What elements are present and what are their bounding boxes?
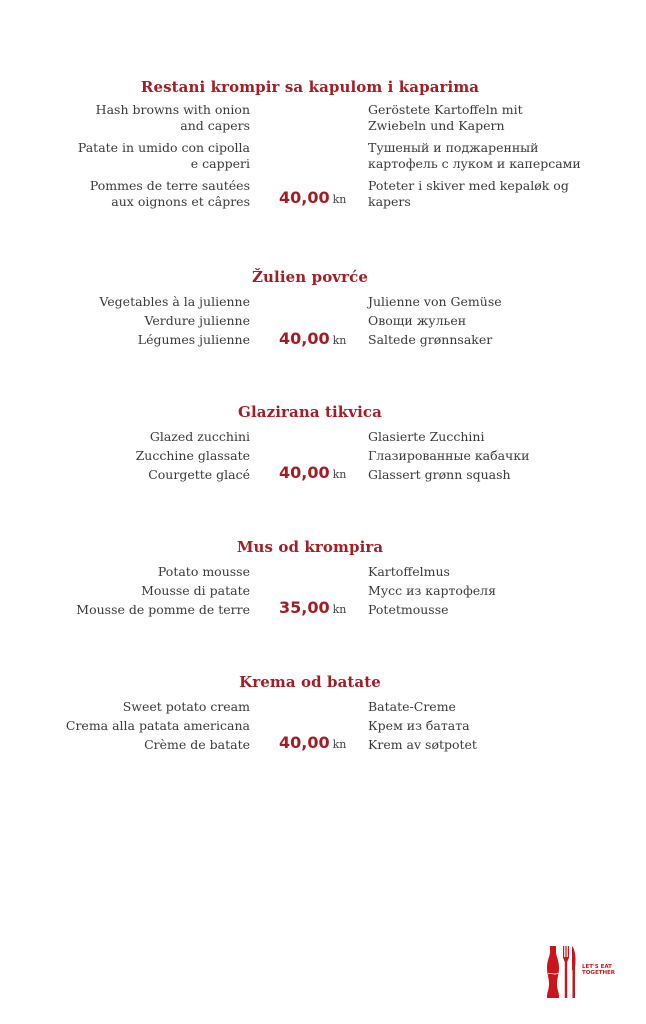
- item-name-de: Julienne von Gemüse: [368, 294, 502, 309]
- item-name-en: Vegetables à la julienne: [99, 294, 250, 309]
- item-name-it: Mousse di patate: [141, 583, 250, 598]
- logo-text: LET'S EAT TOGETHER: [582, 964, 616, 976]
- item-name-ru: Глазированные кабачки: [368, 448, 530, 463]
- section-title: Mus od krompira: [236, 538, 384, 556]
- item-name-en: Hash browns with onion and capers: [95, 102, 250, 133]
- item-name-no: Glassert grønn squash: [368, 467, 511, 482]
- section-title: Restani krompir sa kapulom i kaparima: [140, 78, 480, 96]
- item-name-fr: Légumes julienne: [137, 332, 250, 347]
- item-name-de: Batate-Creme: [368, 699, 456, 714]
- item-name-fr: Pommes de terre sautées aux oignons et câpres: [89, 178, 250, 209]
- item-name-it: Patate in umido con cipolla e capperi: [77, 140, 250, 171]
- item-name-fr: Mousse de pomme de terre: [76, 602, 250, 617]
- item-name-no: Poteter i skiver med kepaløk og kapers: [368, 178, 569, 209]
- item-name-ru: Тушеный и поджаренный картофель с луком и каперсами: [368, 140, 581, 171]
- item-name-en: Potato mousse: [157, 564, 250, 579]
- item-name-ru: Овощи жульен: [368, 313, 467, 328]
- item-name-ru: Мусс из картофеля: [368, 583, 496, 598]
- item-name-de: Geröstete Kartoffeln mit Zwiebeln und Kapern: [368, 102, 523, 133]
- item-name-en: Sweet potato cream: [122, 699, 250, 714]
- coca-cola-bottle-fork-knife-icon: [544, 944, 580, 1000]
- item-name-no: Saltede grønnsaker: [368, 332, 493, 347]
- item-name-de: Kartoffelmus: [368, 564, 450, 579]
- item-name-it: Verdure julienne: [144, 313, 250, 328]
- item-name-no: Potetmousse: [368, 602, 449, 617]
- price: 40,00 kn: [279, 329, 347, 348]
- price: 40,00 kn: [279, 188, 347, 207]
- price: 40,00 kn: [279, 463, 347, 482]
- item-name-it: Zucchine glassate: [135, 448, 250, 463]
- item-name-no: Krem av søtpotet: [368, 737, 477, 752]
- item-name-fr: Courgette glacé: [148, 467, 250, 482]
- item-name-fr: Crème de batate: [144, 737, 250, 752]
- item-name-de: Glasierte Zucchini: [368, 429, 485, 444]
- item-name-ru: Крем из батата: [368, 718, 470, 733]
- section-title: Žulien povrće: [251, 268, 368, 286]
- price: 40,00 kn: [279, 733, 347, 752]
- price: 35,00 kn: [279, 598, 347, 617]
- item-name-it: Crema alla patata americana: [65, 718, 250, 733]
- item-name-en: Glazed zucchini: [149, 429, 250, 444]
- section-title: Glazirana tikvica: [238, 403, 382, 421]
- section-title: Krema od batate: [239, 673, 381, 691]
- lets-eat-together-logo: [544, 944, 620, 1000]
